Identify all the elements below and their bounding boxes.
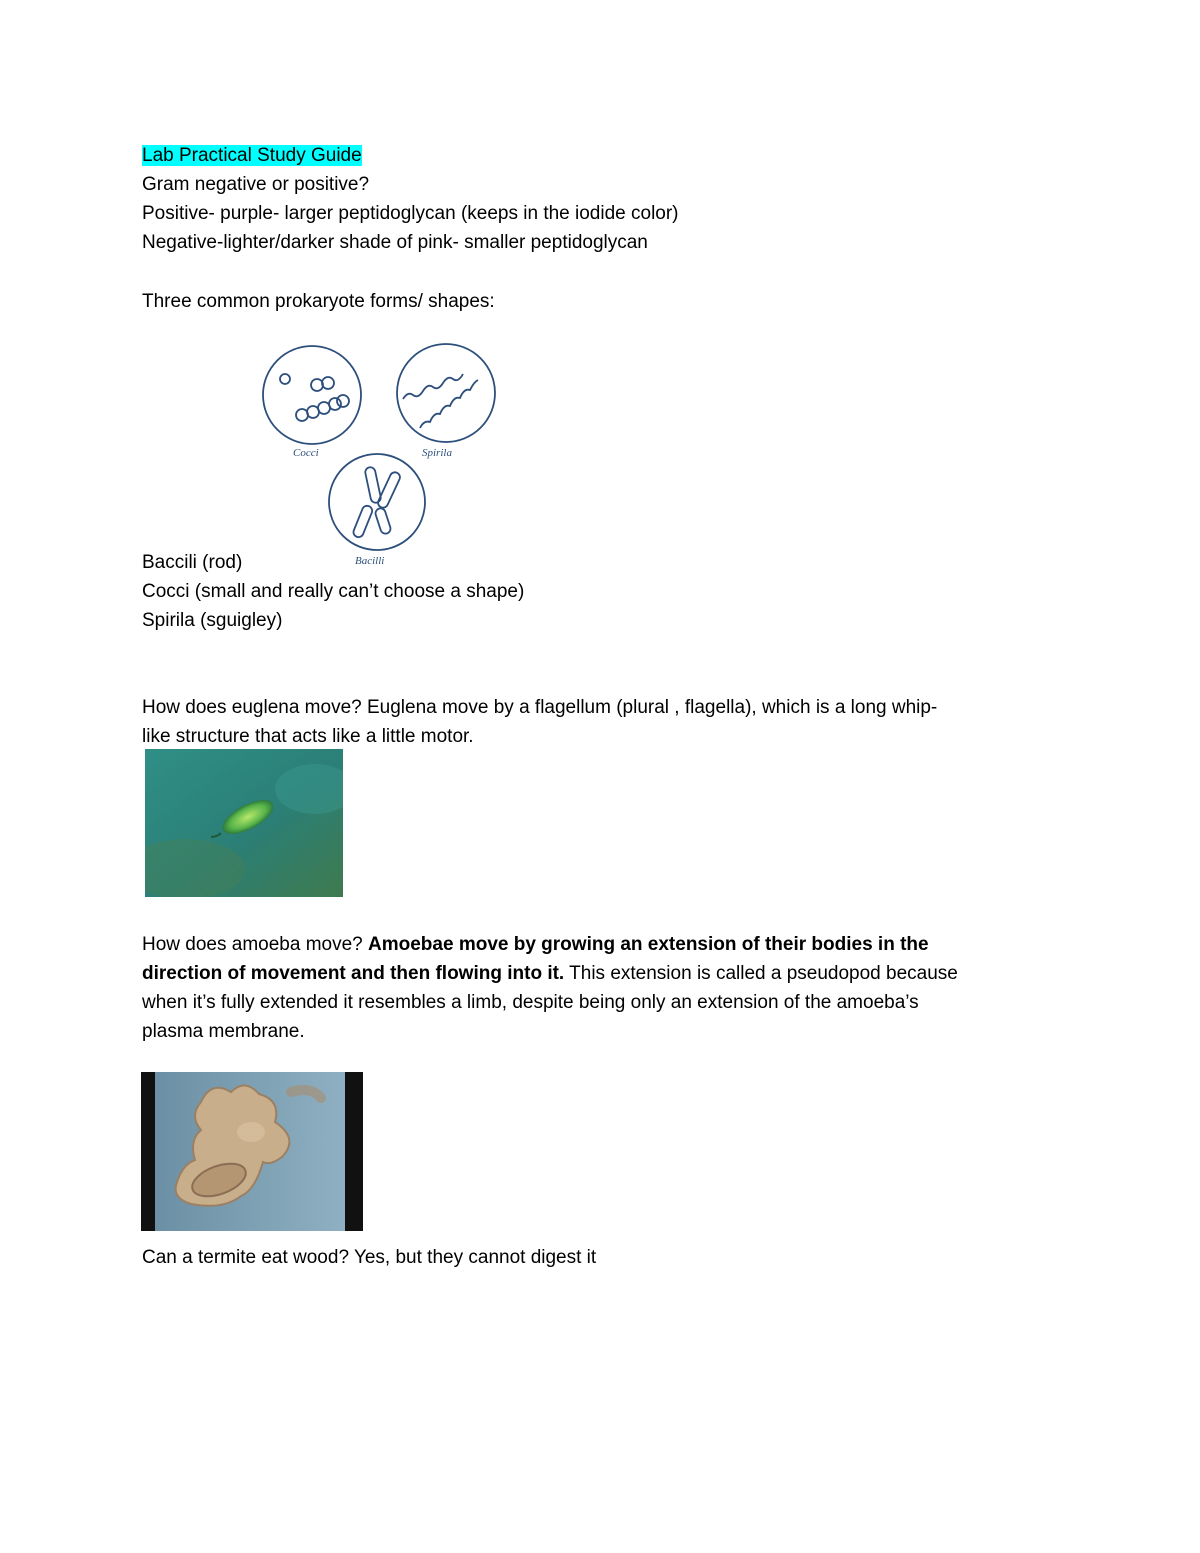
shapes-heading: Three common prokaryote forms/ shapes: [142, 291, 495, 312]
coccus-dot [337, 395, 349, 407]
coccus-dot [280, 374, 290, 384]
coccus-dot [311, 379, 323, 391]
amoeba-line-2 [142, 960, 958, 988]
coccus-dot [322, 377, 334, 389]
cocci-caption: Cocci [293, 447, 319, 459]
amoeba-line-4: plasma membrane. [142, 1021, 305, 1042]
amoeba-answer-bold-2: direction of movement and then flowing into it. [142, 963, 565, 984]
bacilli-caption: Bacilli [355, 555, 385, 567]
title-highlight: Lab Practical Study Guide [142, 145, 362, 166]
euglena-line-2: like structure that acts like a little motor. [142, 726, 474, 747]
shape-item-cocci: Cocci (small and really can’t choose a shape) [142, 581, 525, 602]
coccus-dot [329, 398, 341, 410]
bacillus-rod [374, 507, 392, 535]
amoeba-line-3: when it’s fully extended it resembles a limb, despite being only an extension of the amoeba’s [142, 992, 919, 1013]
spirila-circle [397, 344, 495, 442]
amoeba-answer-bold-1: Amoebae move by growing an extension of their bodies in the [368, 934, 929, 955]
amoeba-question: How does amoeba move? [142, 934, 369, 955]
amoeba-answer-rest: This extension is called a pseudopod because [564, 963, 958, 984]
bacillus-rod [352, 504, 374, 538]
shape-item-bacilli: Baccili (rod) [142, 552, 243, 573]
gram-negative: Negative-lighter/darker shade of pink- smaller peptidoglycan [142, 232, 648, 253]
euglena-line-1: How does euglena move? Euglena move by a flagellum (plural , flagella), which is a long whip- [142, 697, 938, 718]
spirillum [420, 380, 478, 428]
euglena-photo [145, 749, 343, 897]
spirila-caption: Spirila [422, 447, 452, 459]
prokaryote-shapes-figure [255, 340, 505, 572]
gram-question: Gram negative or positive? [142, 174, 370, 195]
amoeba-photo [141, 1072, 363, 1231]
page-title [142, 142, 362, 170]
bacillus-rod [376, 471, 401, 510]
shape-item-spirila: Spirila (sguigley) [142, 610, 283, 631]
termite-question: Can a termite eat wood? Yes, but they cannot digest it [142, 1247, 597, 1268]
coccus-dot [296, 409, 308, 421]
gram-positive: Positive- purple- larger peptidoglycan (keeps in the iodide color) [142, 203, 679, 224]
amoeba-line-1 [142, 931, 929, 959]
spirillum [403, 374, 463, 399]
